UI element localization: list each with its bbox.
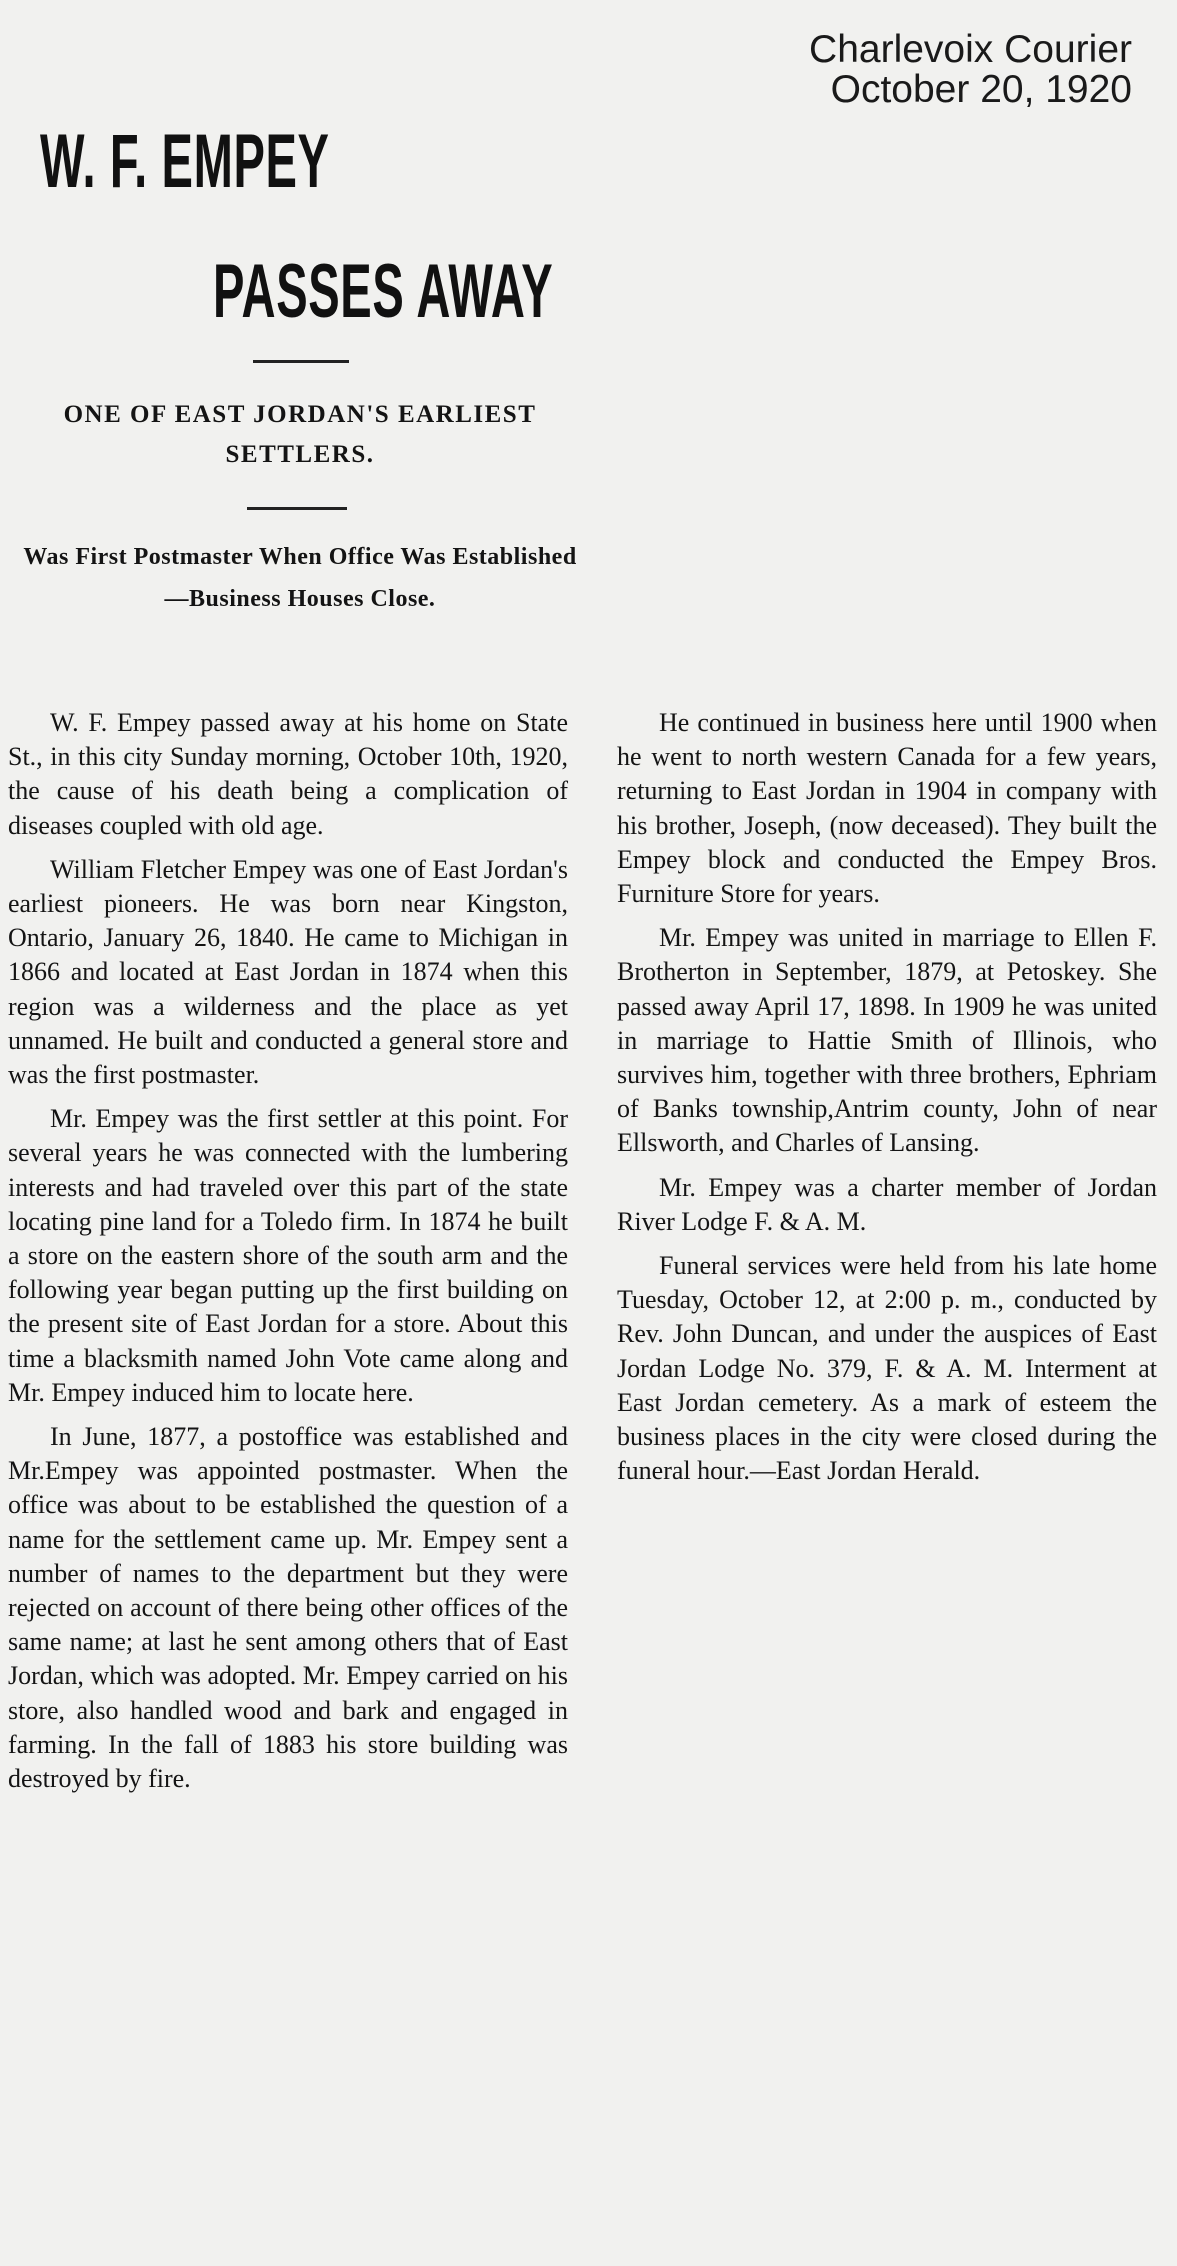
headline-line-2: PASSES AWAY <box>213 249 554 334</box>
paragraph: He continued in business here until 1900 when he went to north western Canada for a few years, returning to East Jordan in 1904 in company with his brother, Joseph, (now deceased). They built the Empey block and conducted the Empey Bros. Furniture Store for years. <box>617 708 1157 909</box>
paragraph: In June, 1877, a postoffice was established and Mr.Empey was appointed postmaster. When the office was about to be established the question of a name for the settlement came up. Mr. Empey sent a number of names to the department but they were rejected on account of there being other offices of the same name; at last he sent among others that of East Jordan, which was adopted. Mr. Empey carried on his store, also handled wood and bark and engaged in farming. In the fall of 1883 his store building was destroyed by fire. <box>8 1422 568 1794</box>
source-citation <box>752 30 1132 110</box>
deck: Was First Postmaster When Office Was Established—Business Houses Close. <box>23 544 577 612</box>
paragraph: Mr. Empey was a charter member of Jordan River Lodge F. & A. M. <box>617 1172 1157 1236</box>
article-column-left <box>8 706 568 1806</box>
subhead: ONE OF EAST JORDAN'S EARLIEST SETTLERS. <box>63 401 537 468</box>
paragraph: W. F. Empey passed away at his home on State St., in this city Sunday morning, October 10th, 1920, the cause of his death being a complication of diseases coupled with old age. <box>8 708 568 840</box>
paragraph: Funeral services were held from his late home Tuesday, October 12, at 2:00 p. m., conducted by Rev. John Duncan, and under the auspices of East Jordan Lodge No. 379, F. & A. M. Interment at East Jordan cemetery. As a mark of esteem the business places in the city were closed during the funeral hour.—East Jordan Herald. <box>617 1251 1157 1486</box>
subhead-rule <box>247 507 347 510</box>
headline-line-1: W. F. EMPEY <box>40 119 330 204</box>
paragraph: William Fletcher Empey was one of East Jordan's earliest pioneers. He was born near Kingston, Ontario, January 26, 1840. He came to Michigan in 1866 and located at East Jordan in 1874 when this region was a wilderness and the place as yet unnamed. He built and conducted a general store and was the first postmaster. <box>8 854 568 1090</box>
headline <box>40 112 580 342</box>
publication-name: Charlevoix Courier <box>809 28 1132 71</box>
headline-rule <box>253 360 349 363</box>
publication-date: October 20, 1920 <box>830 68 1132 111</box>
paragraph: Mr. Empey was the first settler at this point. For several years he was connected with the lumbering interests and had traveled over this part of the state locating pine land for a Toledo firm. In 1874 he built a store on the eastern shore of the south arm and the following year began putting up the first building on the present site of East Jordan for a store. About this time a blacksmith named John Vote came along and Mr. Empey induced him to locate here. <box>8 1104 568 1407</box>
article-column-right <box>617 706 1157 1498</box>
paragraph: Mr. Empey was united in marriage to Ellen F. Brotherton in September, 1879, at Petoskey. She passed away April 17, 1898. In 1909 he was united in marriage to Hattie Smith of Illinois, who survives him, together with three brothers, Ephriam of Banks township,Antrim county, John of near Ellsworth, and Charles of Lansing. <box>617 923 1157 1158</box>
